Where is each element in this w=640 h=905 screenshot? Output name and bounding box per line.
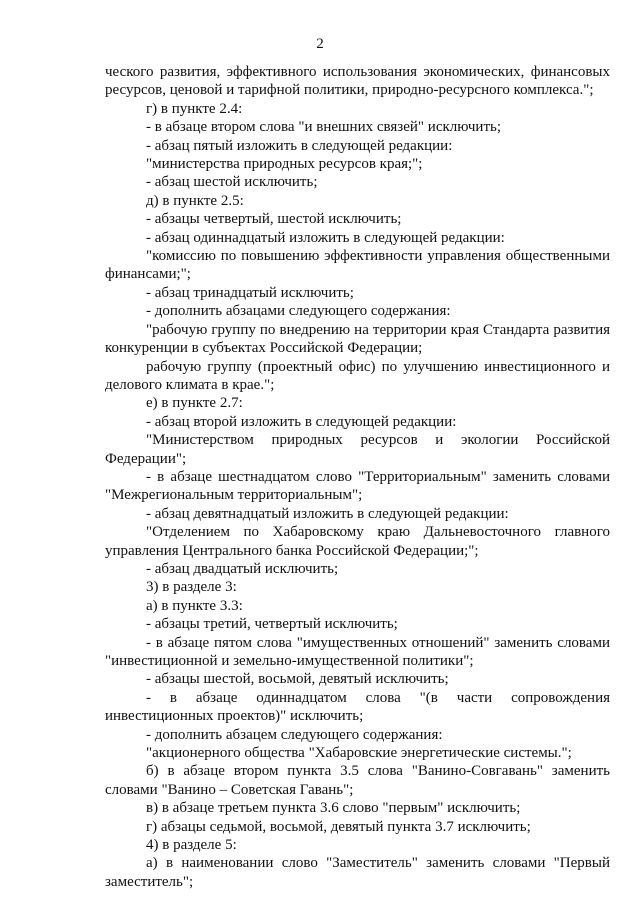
paragraph: в) в абзаце третьем пункта 3.6 слово "первым" исключить; [146,800,521,817]
paragraph: - дополнить абзацами следующего содержания: [146,303,451,320]
paragraph: - в абзаце шестнадцатом слово "Территориальным" заменить словами "Межрегиональным территориальным"; [105,468,610,504]
paragraph: а) в пункте 3.3: [146,597,243,614]
paragraph: - абзацы шестой, восьмой, девятый исключить; [146,671,449,688]
paragraph: рабочую группу (проектный офис) по улучшению инвестиционного и делового климата в крае."; [105,358,610,393]
paragraph: "комиссию по повышению эффективности управления общественными финансами;"; [105,248,610,283]
paragraph: - в абзаце одиннадцатом слова "(в части сопровождения инвестиционных проектов)" исключить; [105,689,610,725]
paragraph: "Министерством природных ресурсов и экологии Российской Федерации"; [105,432,610,467]
paragraph: г) абзацы седьмой, восьмой, девятый пункта 3.7 исключить; [146,818,531,835]
paragraph: 4) в разделе 5: [146,837,237,854]
paragraph: - абзац пятый изложить в следующей редакции: [146,137,453,154]
paragraph: - абзац двадцатый исключить; [146,560,339,577]
document-body [105,63,610,891]
page-number: 2 [316,36,324,52]
paragraph: е) в пункте 2.7: [146,395,243,412]
paragraph: "акционерного общества "Хабаровские энергетические системы."; [146,745,572,762]
paragraph: - абзац второй изложить в следующей редакции: [146,413,457,430]
paragraph: "министерства природных ресурсов края;"; [146,156,423,173]
paragraph: д) в пункте 2.5: [146,192,244,209]
paragraph: - абзацы четвертый, шестой исключить; [146,211,402,228]
paragraph: - в абзаце втором слова "и внешних связей" исключить; [146,119,502,136]
paragraph: - абзац одиннадцатый изложить в следующей редакции: [146,229,505,246]
paragraph: "рабочую группу по внедрению на территории края Стандарта развития конкуренции в субъектах Российской Федерации; [105,321,610,357]
paragraph: - абзац девятнадцатый изложить в следующей редакции: [146,505,509,522]
paragraph: а) в наименовании слово "Заместитель" заменить словами "Первый заместитель"; [105,855,610,890]
paragraph: - абзац шестой исключить; [146,174,318,191]
paragraph: - абзац тринадцатый исключить; [146,284,354,301]
paragraph: "Отделением по Хабаровскому краю Дальневосточного главного управления Центрального банка Российской Федерации;"; [105,524,610,559]
paragraph-continuation: ческого развития, эффективного использования экономических, финансовых ресурсов, ценовой и тарифной политики, природно-ресурсного комплекса."; [105,64,610,99]
paragraph: - абзацы третий, четвертый исключить; [146,616,398,633]
paragraph: б) в абзаце втором пункта 3.5 слова "Ванино-Совгавань" заменить словами "Ванино – Советская Гавань"; [105,763,610,798]
paragraph: - в абзаце пятом слова "имущественных отношений" заменить словами "инвестиционной и земельно-имущественной политики"; [105,634,610,669]
paragraph: 3) в разделе 3: [146,579,237,596]
paragraph: г) в пункте 2.4: [146,100,243,117]
paragraph: - дополнить абзацем следующего содержания: [146,726,443,743]
